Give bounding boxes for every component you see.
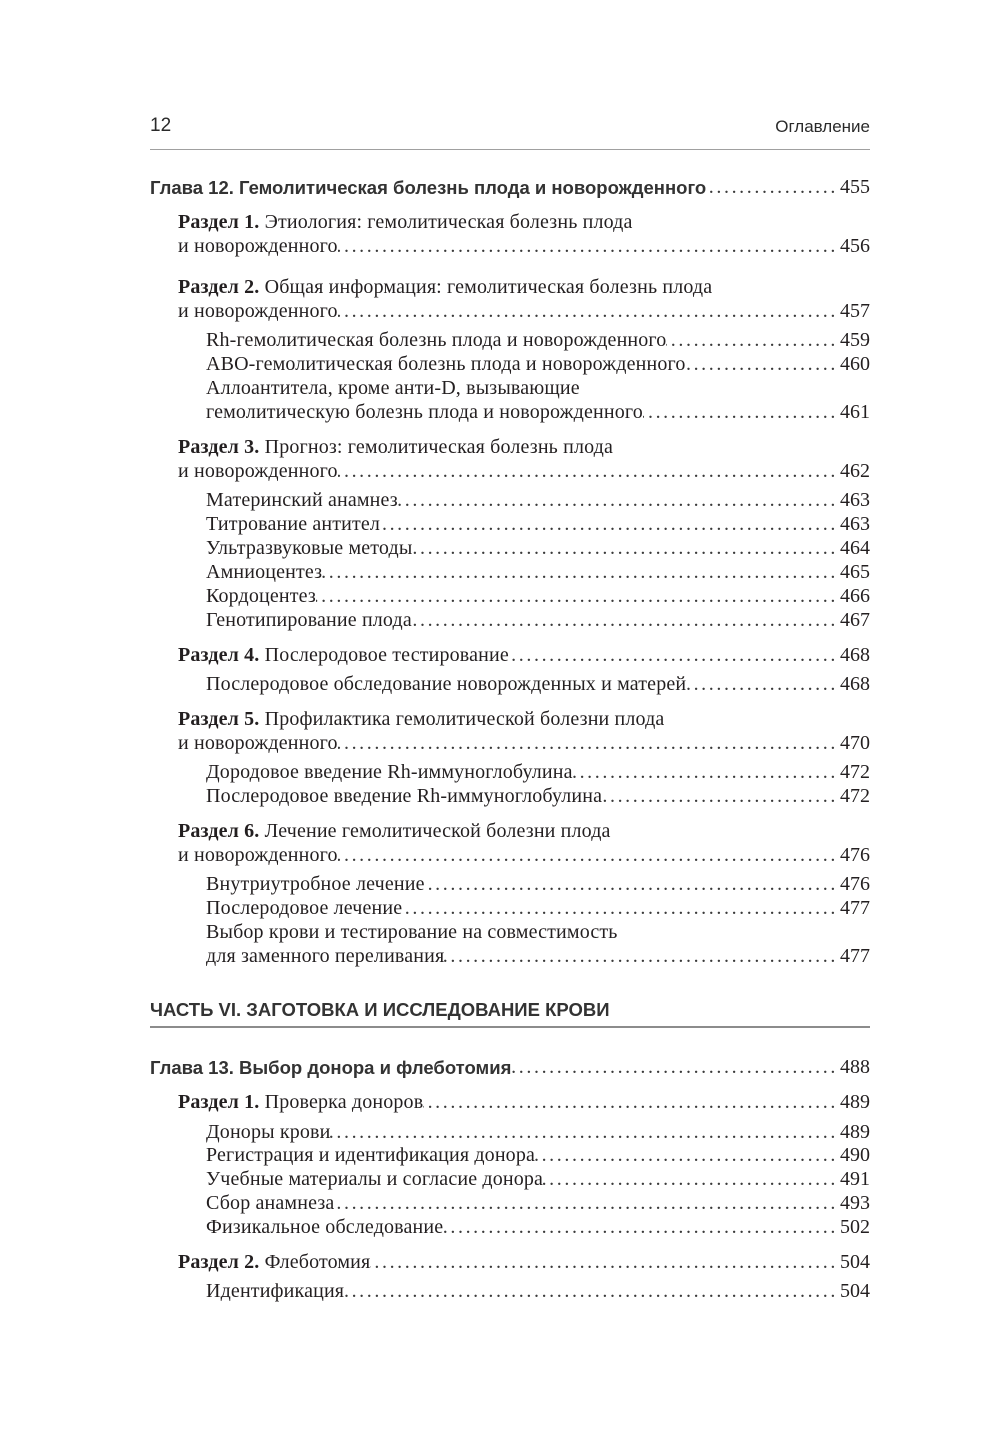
dot-leader [338,731,840,755]
section-label: Раздел 1. [178,211,260,233]
page-number: 491 [840,1168,870,1190]
dot-leader [338,299,840,323]
dot-leader [535,1143,840,1167]
page-number: 467 [840,609,870,631]
dot-leader [344,1279,840,1303]
page-number: 462 [840,460,870,482]
toc-item [206,488,870,512]
section-title-continued: и новорожденного [178,300,338,322]
toc-section [178,819,870,867]
page-number: 504 [840,1251,870,1273]
page-number: 476 [840,844,870,866]
page-number: 472 [840,761,870,783]
dot-leader [338,459,840,483]
item-title-continued: для заменного переливания [206,945,445,967]
dot-leader [443,1215,840,1239]
toc-section [178,210,870,258]
toc-item [206,352,870,376]
section-title: Прогноз: гемолитическая болезнь плода [264,436,614,458]
section-title: Флеботомия [264,1251,371,1273]
toc-item [206,920,870,968]
toc-item [206,872,870,896]
section-label: Раздел 1. [178,1091,260,1113]
dot-leader [380,512,840,536]
toc-item [206,376,870,424]
page-number: 489 [840,1121,870,1143]
item-title: Аллоантитела, кроме анти-D, вызывающие [206,377,580,399]
dot-leader [706,175,840,199]
item-title: Сбор анамнеза [206,1192,335,1214]
dot-leader [643,400,840,424]
page-number: 463 [840,513,870,535]
section-title: Лечение гемолитической болезни плода [264,820,611,842]
toc-item [206,1120,870,1144]
part-heading: ЧАСТЬ VI. ЗАГОТОВКА И ИССЛЕДОВАНИЕ КРОВИ [150,999,610,1020]
page-number: 472 [840,785,870,807]
item-title: Дородовое введение Rh-иммуноглобулина [206,761,573,783]
dot-leader [602,784,840,808]
item-title: Rh-гемолитическая болезнь плода и новорожденного [206,329,667,351]
page-number: 502 [840,1216,870,1238]
dot-leader [412,608,840,632]
section-label: Раздел 3. [178,436,260,458]
section-title: Профилактика гемолитической болезни плода [264,708,665,730]
section-title: Общая информация: гемолитическая болезнь плода [264,276,713,298]
toc-item [206,560,870,584]
running-title: Оглавление [775,117,870,136]
page-number: 465 [840,561,870,583]
toc-item [206,1279,870,1303]
toc-item [206,536,870,560]
item-title: Послеродовое обследование новорожденных и матерей [206,673,687,695]
toc-item [206,608,870,632]
chapter-title: Глава 13. Выбор донора и флеботомия [150,1057,512,1078]
dot-leader [338,234,840,258]
dot-leader [444,944,840,968]
toc-section [178,1250,870,1274]
page-number: 468 [840,673,870,695]
toc-section [178,707,870,755]
toc-item [206,896,870,920]
toc-item [206,1167,870,1191]
dot-leader [316,584,840,608]
section-title-continued: и новорожденного [178,460,338,482]
page-number-header: 12 [150,115,172,136]
dot-leader [334,1191,840,1215]
toc-chapter-12 [150,175,870,199]
page-number: 460 [840,353,870,375]
toc-item [206,1215,870,1239]
page-number: 455 [840,176,870,198]
section-label: Раздел 4. [178,644,260,666]
page-number: 489 [840,1091,870,1113]
item-title-continued: гемолитическую болезнь плода и новорожденного [206,401,643,423]
page-number: 466 [840,585,870,607]
toc-chapter-13 [150,1055,870,1079]
chapter-title: Глава 12. Гемолитическая болезнь плода и новорожденного [150,177,707,198]
toc-item [206,784,870,808]
page-number: 468 [840,644,870,666]
page-number: 464 [840,537,870,559]
part-divider [150,1026,870,1028]
toc-item [206,584,870,608]
item-title: Ультразвуковые методы [206,537,413,559]
item-title: Кордоцентез [206,585,316,607]
item-title: Амниоцентез [206,561,323,583]
page-number: 493 [840,1192,870,1214]
toc-item [206,328,870,352]
dot-leader [402,896,840,920]
item-title: Доноры крови [206,1121,331,1143]
toc-section [178,435,870,483]
dot-leader [686,672,840,696]
item-title: Послеродовое введение Rh-иммуноглобулина [206,785,603,807]
header-divider [150,149,870,150]
toc-item [206,672,870,696]
item-title: Титрование антител [206,513,381,535]
dot-leader [412,536,840,560]
page-number: 470 [840,732,870,754]
page-number: 504 [840,1280,870,1302]
section-label: Раздел 5. [178,708,260,730]
item-title: Физикальное обследование [206,1216,444,1238]
dot-leader [370,1250,840,1274]
page-number: 457 [840,300,870,322]
item-title: Генотипирование плода [206,609,412,631]
section-title: Послеродовое тестирование [264,644,509,666]
page-number: 463 [840,489,870,511]
section-title: Этиология: гемолитическая болезнь плода [264,211,633,233]
page-number: 490 [840,1144,870,1166]
page-number: 477 [840,945,870,967]
dot-leader [322,560,840,584]
dot-leader [573,760,840,784]
item-title: Идентификация [206,1280,345,1302]
section-title-continued: и новорожденного [178,844,338,866]
item-title: ABO-гемолитическая болезнь плода и новорожденного [206,353,686,375]
page-number: 488 [840,1056,870,1078]
section-title: Проверка доноров [264,1091,424,1113]
section-label: Раздел 6. [178,820,260,842]
dot-leader [685,352,840,376]
toc-item [206,1191,870,1215]
item-title: Материнский анамнез [206,489,398,511]
item-title: Послеродовое лечение [206,897,403,919]
dot-leader [338,843,840,867]
item-title: Учебные материалы и согласие донора [206,1168,544,1190]
dot-leader [398,488,840,512]
item-title: Выбор крови и тестирование на совместимость [206,921,618,943]
section-label: Раздел 2. [178,276,260,298]
page-number: 477 [840,897,870,919]
page-number: 476 [840,873,870,895]
dot-leader [543,1167,840,1191]
section-title-continued: и новорожденного [178,732,338,754]
dot-leader [511,1055,840,1079]
toc-item [206,512,870,536]
dot-leader [666,328,840,352]
dot-leader [425,872,840,896]
page-number: 456 [840,235,870,257]
toc-item [206,1143,870,1167]
item-title: Регистрация и идентификация донора [206,1144,536,1166]
dot-leader [423,1090,840,1114]
section-label: Раздел 2. [178,1251,260,1273]
toc-section [178,643,870,667]
dot-leader [330,1120,840,1144]
toc-item [206,760,870,784]
dot-leader [509,643,840,667]
page-number: 459 [840,329,870,351]
toc-section [178,1090,870,1114]
page-number: 461 [840,401,870,423]
section-title-continued: и новорожденного [178,235,338,257]
toc-section [178,275,870,323]
item-title: Внутриутробное лечение [206,873,425,895]
